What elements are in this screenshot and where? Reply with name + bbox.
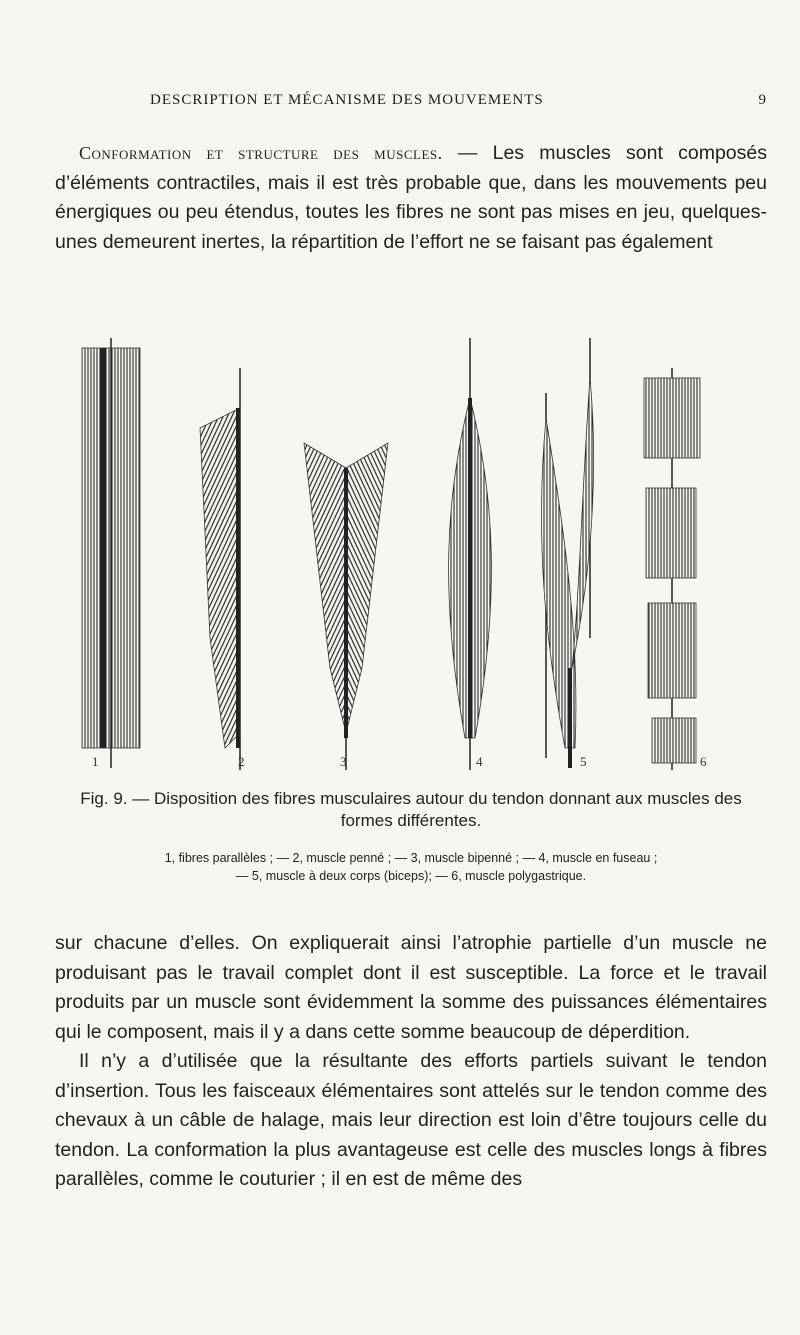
figure-label-3: 3 bbox=[340, 754, 347, 769]
muscle-fiber-figure bbox=[60, 338, 750, 770]
muscle-3-bipennate bbox=[304, 443, 388, 770]
header-title: DESCRIPTION ET MÉCANISME DES MOUVEMENTS bbox=[150, 92, 544, 108]
muscle-2-penniform bbox=[200, 368, 240, 770]
figure-legend-line2: — 5, muscle à deux corps (biceps); — 6, muscle polygastrique. bbox=[235, 869, 587, 883]
paragraph-continuation bbox=[55, 929, 767, 1195]
muscle-1-parallel bbox=[82, 338, 140, 768]
paragraph2-text1: sur chacune d’elles. On expliquerait ainsi l’atrophie partielle d’un muscle ne produisant pas le travail complet dont il est susceptible. La force et le travail produits par un muscle sont évidemment la somme des puissances élémentaires qui le composent, mais il y a dans cette somme beaucoup de déperdition. bbox=[55, 932, 767, 1043]
running-header bbox=[55, 92, 767, 114]
paragraph1-text: — Les muscles sont composés d’éléments contractiles, mais il est très probable que, dans les mouvements peu énergiques ou peu étendus, toutes les fibres ne sont pas mises en jeu, quelques-unes demeurent inertes, la répartition de l’effort ne se faisant pas également bbox=[55, 142, 767, 253]
figure-label-1: 1 bbox=[92, 754, 99, 769]
muscle-4-fusiform bbox=[449, 338, 492, 770]
figure-label-6: 6 bbox=[700, 754, 707, 769]
figure-legend-line1: 1, fibres parallèles ; — 2, muscle penné ; — 3, muscle bipenné ; — 4, muscle en fuseau ; bbox=[164, 851, 658, 865]
figure-caption: Fig. 9. — Disposition des fibres musculaires autour du tendon donnant aux muscles des formes différentes. bbox=[80, 789, 742, 830]
figure-legend bbox=[55, 849, 767, 885]
figure-label-2: 2 bbox=[238, 754, 245, 769]
figure-label-5: 5 bbox=[580, 754, 587, 769]
paragraph2-text2: Il n’y a d’utilisée que la résultante des efforts partiels suivant le tendon d’insertion. Tous les faisceaux élémentaires sont attelés sur le tendon comme des chevaux à un câble de halage, mais leur direction est loin d’être toujours celle du tendon. La conformation la plus avantageuse est celle des muscles longs à fibres parallèles, comme le couturier ; il en est de même des bbox=[55, 1050, 767, 1190]
page-number: 9 bbox=[758, 92, 767, 108]
muscle-5-biceps bbox=[541, 338, 593, 768]
figure-label-4: 4 bbox=[476, 754, 483, 769]
paragraph-conformation bbox=[55, 139, 767, 257]
section-heading: Conformation et structure des muscles. bbox=[79, 143, 443, 163]
muscle-6-polygastric bbox=[644, 368, 700, 770]
